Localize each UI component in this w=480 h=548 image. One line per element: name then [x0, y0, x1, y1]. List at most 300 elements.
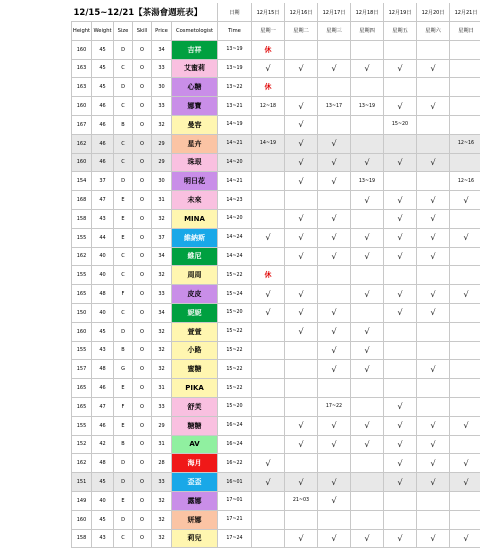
cell-time: 15~22 — [218, 266, 252, 285]
cell-time: 14~21 — [218, 134, 252, 153]
cell-time: 15~22 — [218, 341, 252, 360]
day-cell: 17~22 — [318, 397, 351, 416]
cell-time: 15~24 — [218, 285, 252, 304]
day-cell: √ — [285, 228, 318, 247]
cell-weight: 46 — [92, 153, 114, 172]
cosmetologist-name: 娜寶 — [172, 97, 218, 116]
day-cell: √ — [384, 435, 417, 454]
cell-skill: O — [133, 134, 152, 153]
table-row — [72, 59, 480, 78]
cosmetologist-name: 維納斯 — [172, 228, 218, 247]
day-cell: √ — [285, 416, 318, 435]
cell-time: 16~24 — [218, 416, 252, 435]
cell-time: 13~22 — [218, 78, 252, 97]
day-cell — [450, 59, 480, 78]
day-cell: 15~20 — [384, 115, 417, 134]
cell-time: 15~22 — [218, 379, 252, 398]
day-cell — [450, 97, 480, 116]
cell-skill: O — [133, 78, 152, 97]
day-cell: √ — [252, 303, 285, 322]
column-header-skill: Skill — [133, 22, 152, 41]
day-cell — [351, 115, 384, 134]
day-cell: √ — [285, 322, 318, 341]
day-cell — [450, 435, 480, 454]
column-header-size: Size — [114, 22, 133, 41]
day-cell — [252, 379, 285, 398]
table-row — [72, 510, 480, 529]
day-cell — [384, 40, 417, 59]
cell-price: 32 — [152, 510, 172, 529]
cell-time: 17~21 — [218, 510, 252, 529]
day-cell — [351, 379, 384, 398]
day-cell — [351, 78, 384, 97]
day-cell: √ — [417, 191, 450, 210]
day-cell: √ — [351, 435, 384, 454]
cell-price: 32 — [152, 529, 172, 548]
table-row — [72, 397, 480, 416]
day-cell: 14~19 — [252, 134, 285, 153]
cell-height: 155 — [72, 228, 92, 247]
cell-height: 165 — [72, 285, 92, 304]
day-cell: √ — [285, 97, 318, 116]
cell-time: 14~19 — [218, 115, 252, 134]
cell-time: 14~20 — [218, 153, 252, 172]
cell-skill: O — [133, 247, 152, 266]
cell-time: 15~20 — [218, 303, 252, 322]
day-cell: √ — [252, 285, 285, 304]
cell-weight: 40 — [92, 491, 114, 510]
cell-size: D — [114, 510, 133, 529]
cell-size: F — [114, 285, 133, 304]
day-cell — [384, 322, 417, 341]
day-cell — [252, 435, 285, 454]
cell-time: 14~24 — [218, 247, 252, 266]
day-cell: √ — [417, 97, 450, 116]
schedule-table — [71, 3, 480, 548]
table-row — [72, 454, 480, 473]
cell-height: 151 — [72, 473, 92, 492]
date-header-label: 日期 — [218, 3, 252, 22]
cell-price: 32 — [152, 322, 172, 341]
cell-price: 30 — [152, 172, 172, 191]
day-cell: √ — [351, 59, 384, 78]
day-cell: √ — [318, 322, 351, 341]
table-row — [72, 153, 480, 172]
day-cell: √ — [318, 228, 351, 247]
cell-height: 157 — [72, 360, 92, 379]
cell-size: C — [114, 303, 133, 322]
day-cell — [450, 360, 480, 379]
day-cell: √ — [384, 59, 417, 78]
cell-height: 168 — [72, 191, 92, 210]
day-cell: √ — [450, 191, 480, 210]
cell-height: 150 — [72, 303, 92, 322]
cell-size: C — [114, 153, 133, 172]
day-cell — [285, 266, 318, 285]
day-cell — [384, 266, 417, 285]
table-row — [72, 134, 480, 153]
cosmetologist-name: 妮妮 — [172, 303, 218, 322]
day-cell — [450, 266, 480, 285]
day-cell — [450, 209, 480, 228]
day-cell — [252, 209, 285, 228]
day-cell: √ — [318, 172, 351, 191]
cell-size: D — [114, 172, 133, 191]
cell-price: 32 — [152, 209, 172, 228]
cell-skill: O — [133, 228, 152, 247]
day-cell — [450, 510, 480, 529]
day-cell — [318, 191, 351, 210]
column-header-height: Height — [72, 22, 92, 41]
cell-skill: O — [133, 341, 152, 360]
cell-size: D — [114, 40, 133, 59]
cell-skill: O — [133, 153, 152, 172]
day-cell — [285, 510, 318, 529]
day-cell: √ — [318, 341, 351, 360]
cosmetologist-name: 未來 — [172, 191, 218, 210]
cell-skill: O — [133, 172, 152, 191]
day-cell — [450, 341, 480, 360]
cell-weight: 47 — [92, 397, 114, 416]
cell-size: F — [114, 397, 133, 416]
day-cell: √ — [417, 247, 450, 266]
day-cell — [417, 510, 450, 529]
day-cell — [285, 191, 318, 210]
day-cell — [318, 285, 351, 304]
date-header: 12月15日 — [252, 3, 285, 22]
cell-skill: O — [133, 209, 152, 228]
day-cell — [450, 115, 480, 134]
day-cell: √ — [450, 285, 480, 304]
day-cell: √ — [318, 303, 351, 322]
table-row — [72, 379, 480, 398]
day-cell — [450, 397, 480, 416]
cell-size: C — [114, 59, 133, 78]
cell-size: B — [114, 341, 133, 360]
cell-size: C — [114, 97, 133, 116]
cell-price: 29 — [152, 153, 172, 172]
day-cell — [384, 172, 417, 191]
day-cell: √ — [285, 153, 318, 172]
cosmetologist-name: 妍娜 — [172, 510, 218, 529]
weekday-header: 星期二 — [285, 22, 318, 41]
day-cell — [252, 491, 285, 510]
cell-height: 154 — [72, 172, 92, 191]
cell-time: 16~24 — [218, 435, 252, 454]
day-cell: √ — [417, 153, 450, 172]
cell-weight: 48 — [92, 285, 114, 304]
day-cell — [351, 209, 384, 228]
day-cell: √ — [285, 247, 318, 266]
day-cell: √ — [252, 228, 285, 247]
cell-price: 33 — [152, 285, 172, 304]
cell-time: 15~22 — [218, 360, 252, 379]
day-cell: 休 — [252, 40, 285, 59]
day-cell: √ — [351, 285, 384, 304]
day-cell — [252, 153, 285, 172]
table-row — [72, 247, 480, 266]
weekday-header: 星期五 — [384, 22, 417, 41]
day-cell — [417, 134, 450, 153]
cell-weight: 47 — [92, 191, 114, 210]
cell-weight: 48 — [92, 360, 114, 379]
day-cell — [417, 266, 450, 285]
day-cell: 休 — [252, 78, 285, 97]
date-header: 12月17日 — [318, 3, 351, 22]
day-cell: √ — [384, 416, 417, 435]
day-cell: √ — [351, 360, 384, 379]
cell-skill: O — [133, 191, 152, 210]
day-cell: √ — [351, 228, 384, 247]
day-cell: 休 — [252, 266, 285, 285]
day-cell: √ — [285, 529, 318, 548]
cell-price: 28 — [152, 454, 172, 473]
day-cell — [450, 153, 480, 172]
cell-weight: 40 — [92, 266, 114, 285]
day-cell: √ — [417, 473, 450, 492]
cell-size: G — [114, 360, 133, 379]
cosmetologist-name: 明日花 — [172, 172, 218, 191]
cell-weight: 43 — [92, 341, 114, 360]
day-cell — [285, 341, 318, 360]
cell-weight: 45 — [92, 510, 114, 529]
cell-time: 16~01 — [218, 473, 252, 492]
cell-time: 13~19 — [218, 59, 252, 78]
day-cell — [252, 416, 285, 435]
cosmetologist-name: 皮皮 — [172, 285, 218, 304]
cell-weight: 43 — [92, 529, 114, 548]
cell-price: 31 — [152, 435, 172, 454]
cell-price: 33 — [152, 473, 172, 492]
cell-size: D — [114, 322, 133, 341]
cell-price: 32 — [152, 341, 172, 360]
cell-size: E — [114, 416, 133, 435]
table-row — [72, 491, 480, 510]
day-cell — [318, 510, 351, 529]
day-cell — [318, 115, 351, 134]
day-cell — [318, 78, 351, 97]
cell-height: 160 — [72, 40, 92, 59]
day-cell — [384, 360, 417, 379]
day-cell — [252, 510, 285, 529]
day-cell — [417, 491, 450, 510]
day-cell: √ — [351, 341, 384, 360]
day-cell: 13~17 — [318, 97, 351, 116]
day-cell: √ — [417, 285, 450, 304]
day-cell: 12~16 — [450, 172, 480, 191]
day-cell — [351, 454, 384, 473]
day-cell: √ — [252, 473, 285, 492]
cell-time: 14~21 — [218, 172, 252, 191]
day-cell: √ — [384, 228, 417, 247]
cell-price: 34 — [152, 247, 172, 266]
day-cell — [450, 491, 480, 510]
cosmetologist-name: 露娜 — [172, 491, 218, 510]
day-cell: √ — [384, 153, 417, 172]
day-cell — [351, 40, 384, 59]
day-cell: √ — [318, 209, 351, 228]
table-row — [72, 191, 480, 210]
day-cell: 13~19 — [351, 172, 384, 191]
day-cell: √ — [285, 209, 318, 228]
day-cell: √ — [417, 303, 450, 322]
cell-skill: O — [133, 97, 152, 116]
title-row — [72, 3, 480, 22]
cell-height: 163 — [72, 78, 92, 97]
cell-height: 162 — [72, 247, 92, 266]
cosmetologist-name: 周周 — [172, 266, 218, 285]
day-cell: √ — [285, 115, 318, 134]
cell-weight: 46 — [92, 134, 114, 153]
table-row — [72, 115, 480, 134]
cell-price: 32 — [152, 491, 172, 510]
day-cell — [417, 397, 450, 416]
day-cell: √ — [318, 134, 351, 153]
day-cell — [450, 40, 480, 59]
day-cell — [417, 172, 450, 191]
cell-height: 149 — [72, 491, 92, 510]
cell-price: 33 — [152, 97, 172, 116]
cell-time: 14~20 — [218, 209, 252, 228]
day-cell: √ — [351, 191, 384, 210]
cell-height: 155 — [72, 416, 92, 435]
cell-skill: O — [133, 285, 152, 304]
day-cell — [318, 40, 351, 59]
day-cell: √ — [384, 209, 417, 228]
cell-weight: 43 — [92, 209, 114, 228]
day-cell: √ — [417, 529, 450, 548]
cell-skill: O — [133, 454, 152, 473]
cell-skill: O — [133, 322, 152, 341]
cosmetologist-name: 吉祥 — [172, 40, 218, 59]
cell-price: 32 — [152, 115, 172, 134]
cell-height: 152 — [72, 435, 92, 454]
cosmetologist-name: 小路 — [172, 341, 218, 360]
day-cell — [384, 379, 417, 398]
cell-time: 16~22 — [218, 454, 252, 473]
day-cell — [252, 397, 285, 416]
cosmetologist-name: PIKA — [172, 379, 218, 398]
day-cell: √ — [285, 59, 318, 78]
cell-size: D — [114, 78, 133, 97]
date-header: 12月19日 — [384, 3, 417, 22]
day-cell: √ — [252, 454, 285, 473]
cosmetologist-name: AV — [172, 435, 218, 454]
cosmetologist-name: 曼容 — [172, 115, 218, 134]
day-cell — [285, 360, 318, 379]
cell-height: 167 — [72, 115, 92, 134]
cosmetologist-name: 星卉 — [172, 134, 218, 153]
cosmetologist-name: 舒芙 — [172, 397, 218, 416]
cell-time: 15~22 — [218, 322, 252, 341]
day-cell — [351, 134, 384, 153]
day-cell — [450, 322, 480, 341]
cell-size: B — [114, 435, 133, 454]
cell-height: 160 — [72, 322, 92, 341]
day-cell — [450, 247, 480, 266]
day-cell — [384, 341, 417, 360]
table-row — [72, 322, 480, 341]
cell-weight: 46 — [92, 379, 114, 398]
day-cell: √ — [450, 473, 480, 492]
cell-height: 155 — [72, 266, 92, 285]
day-cell — [351, 303, 384, 322]
day-cell: √ — [318, 360, 351, 379]
day-cell — [285, 40, 318, 59]
table-row — [72, 40, 480, 59]
day-cell: √ — [417, 209, 450, 228]
date-header: 12月16日 — [285, 3, 318, 22]
cell-skill: O — [133, 435, 152, 454]
cell-time: 14~24 — [218, 228, 252, 247]
cell-skill: O — [133, 266, 152, 285]
cell-weight: 45 — [92, 59, 114, 78]
day-cell — [318, 266, 351, 285]
cell-size: E — [114, 191, 133, 210]
cosmetologist-name: 蜜糖 — [172, 360, 218, 379]
cosmetologist-name: MINA — [172, 209, 218, 228]
cell-skill: O — [133, 379, 152, 398]
cell-height: 162 — [72, 454, 92, 473]
cell-skill: O — [133, 473, 152, 492]
cell-size: D — [114, 473, 133, 492]
cell-weight: 40 — [92, 247, 114, 266]
cell-size: D — [114, 454, 133, 473]
cell-size: E — [114, 379, 133, 398]
table-row — [72, 360, 480, 379]
cell-time: 13~19 — [218, 40, 252, 59]
cell-price: 31 — [152, 379, 172, 398]
cell-height: 160 — [72, 510, 92, 529]
column-header-price: Price — [152, 22, 172, 41]
table-row — [72, 435, 480, 454]
day-cell — [450, 303, 480, 322]
cell-size: E — [114, 491, 133, 510]
date-header: 12月20日 — [417, 3, 450, 22]
weekday-header: 星期四 — [351, 22, 384, 41]
day-cell — [285, 397, 318, 416]
cosmetologist-name: 海月 — [172, 454, 218, 473]
day-cell — [252, 322, 285, 341]
cosmetologist-name: 莉兒 — [172, 529, 218, 548]
day-cell: √ — [417, 454, 450, 473]
table-row — [72, 78, 480, 97]
cell-price: 32 — [152, 360, 172, 379]
table-row — [72, 303, 480, 322]
cell-price: 30 — [152, 78, 172, 97]
cell-skill: O — [133, 397, 152, 416]
day-cell — [252, 172, 285, 191]
cell-height: 160 — [72, 153, 92, 172]
day-cell: √ — [351, 416, 384, 435]
cosmetologist-name: 艾蜜莉 — [172, 59, 218, 78]
cell-skill: O — [133, 59, 152, 78]
page-title: 12/15~12/21【茶湯會週班表】 — [72, 3, 218, 22]
cell-weight: 46 — [92, 416, 114, 435]
cell-height: 160 — [72, 97, 92, 116]
cosmetologist-name: 心糖 — [172, 78, 218, 97]
cell-weight: 37 — [92, 172, 114, 191]
cell-skill: O — [133, 491, 152, 510]
table-row — [72, 473, 480, 492]
cell-skill: O — [133, 303, 152, 322]
table-row — [72, 97, 480, 116]
cell-price: 37 — [152, 228, 172, 247]
day-cell: √ — [351, 247, 384, 266]
cell-price: 29 — [152, 134, 172, 153]
cell-skill: O — [133, 40, 152, 59]
day-cell: 21~03 — [285, 491, 318, 510]
